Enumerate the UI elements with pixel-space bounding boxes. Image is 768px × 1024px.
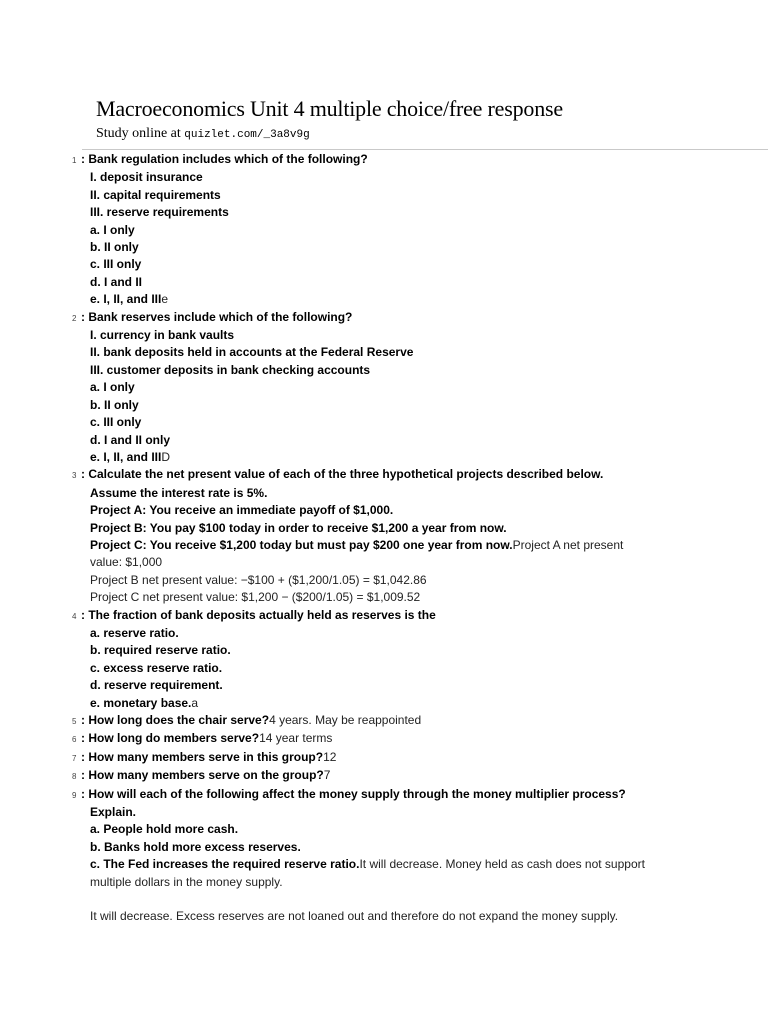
study-prefix: Study online at bbox=[96, 126, 185, 141]
question-7: 7 : How many members serve in this group?12 bbox=[72, 749, 762, 767]
option-line: a. I only bbox=[90, 380, 135, 395]
option-line: I. currency in bank vaults bbox=[90, 328, 235, 343]
option-line: I. deposit insurance bbox=[90, 170, 203, 185]
question-line: a. People hold more cash. bbox=[90, 822, 239, 837]
question-prompt: Bank reserves include which of the following? bbox=[88, 309, 353, 324]
option-line: a. I only bbox=[90, 222, 135, 237]
option-line: c. III only bbox=[90, 415, 142, 430]
question-line: b. Banks hold more excess reserves. bbox=[90, 839, 301, 854]
question-line: Project C: You receive $1,200 today but must pay $200 one year from now. bbox=[90, 537, 513, 552]
study-url[interactable]: quizlet.com/_3a8v9g bbox=[184, 129, 310, 141]
option-line: b. required reserve ratio. bbox=[90, 643, 231, 658]
option-line: e. I, II, and III bbox=[90, 449, 162, 464]
answer-line: multiple dollars in the money supply. bbox=[90, 874, 283, 889]
option-line: d. I and II only bbox=[90, 432, 171, 447]
answer-text: a bbox=[191, 695, 199, 710]
question-3: 3 : Calculate the net present value of each of the three hypothetical projects described below. Assume the interest rate is 5%. Project A: You receive an immediate payoff of $1,000. Project B: You pay $100 today in order to receive $1,200 a year from now. Project C: You receive $1,200 today but must pay $200 one year from now.Project A net present value: $1,000 Project B net present value: −$100 + ($1,200/1.05) = $1,042.86 Project C net present value: $1,200 − ($200/1.05) = $1,009.52 bbox=[72, 466, 762, 606]
document-header bbox=[96, 95, 563, 144]
question-4: 4 : The fraction of bank deposits actually held as reserves is the a. reserve ratio. b. required reserve ratio. c. excess reserve ratio. d. reserve requirement. e. monetary base.a bbox=[72, 607, 436, 710]
question-number: 5 bbox=[72, 717, 77, 726]
option-line: d. I and II bbox=[90, 274, 143, 289]
option-line: III. customer deposits in bank checking accounts bbox=[90, 362, 371, 377]
answer-text: 14 year terms bbox=[259, 731, 333, 746]
question-line: Assume the interest rate is 5%. bbox=[90, 485, 268, 500]
option-line: c. III only bbox=[90, 257, 142, 272]
question-prompt: How long do members serve? bbox=[88, 731, 260, 746]
question-line: Project A: You receive an immediate payoff of $1,000. bbox=[90, 503, 394, 518]
question-prompt: How long does the chair serve? bbox=[88, 713, 270, 727]
option-line: d. reserve requirement. bbox=[90, 678, 223, 693]
option-line: III. reserve requirements bbox=[90, 205, 229, 220]
question-number: 2 bbox=[72, 313, 77, 323]
option-line: II. bank deposits held in accounts at the Federal Reserve bbox=[90, 345, 414, 360]
question-number: 7 bbox=[72, 753, 77, 763]
answer-line: Project C net present value: $1,200 − ($200/1.05) = $1,009.52 bbox=[90, 590, 421, 605]
blank-line bbox=[72, 891, 762, 908]
question-number: 3 bbox=[72, 471, 77, 481]
question-number: 9 bbox=[72, 790, 77, 800]
answer-line: Project B net present value: −$100 + ($1,200/1.05) = $1,042.86 bbox=[90, 572, 427, 587]
question-line: c. The Fed increases the required reserve ratio. bbox=[90, 857, 360, 872]
question-number: 1 bbox=[72, 156, 77, 165]
answer-text: 12 bbox=[323, 749, 337, 764]
option-line: b. II only bbox=[90, 240, 139, 255]
option-line: II. capital requirements bbox=[90, 187, 221, 202]
question-1: 1 : Bank regulation includes which of the following? I. deposit insurance II. capital requirements III. reserve requirements a. I only b. II only c. III only d. I and II e. I, II, and IIIe bbox=[72, 152, 368, 307]
question-prompt: How many members serve on the group? bbox=[88, 768, 324, 783]
answer-text: 7 bbox=[323, 768, 331, 783]
answer-text: e bbox=[161, 292, 169, 307]
option-line: e. I, II, and III bbox=[90, 292, 162, 307]
question-prompt: How many members serve in this group? bbox=[88, 749, 324, 764]
question-line: Explain. bbox=[90, 805, 137, 820]
header-divider bbox=[82, 149, 768, 150]
option-line: c. excess reserve ratio. bbox=[90, 660, 223, 675]
question-line: Project B: You pay $100 today in order to receive $1,200 a year from now. bbox=[90, 520, 507, 535]
question-5: 5 : How long does the chair serve?4 years. May be reappointed bbox=[72, 712, 762, 730]
answer-text: 4 years. May be reappointed bbox=[269, 713, 422, 727]
answer-text: D bbox=[161, 449, 171, 464]
question-prompt: The fraction of bank deposits actually held as reserves is the bbox=[88, 607, 436, 622]
option-line: e. monetary base. bbox=[90, 695, 192, 710]
study-online-line bbox=[96, 125, 563, 144]
question-prompt: Bank regulation includes which of the following? bbox=[88, 152, 368, 166]
question-prompt: Calculate the net present value of each of the three hypothetical projects described below. bbox=[88, 467, 604, 482]
question-9: 9 : How will each of the following affect the money supply through the money multiplier process? Explain. a. People hold more cash. b. Banks hold more excess reserves. c. The Fed increases the required reserve ratio.It will decrease. Money held as cash does not support multiple dollars in the money supply. It will decrease. Excess reserves are not loaned out and therefore do not expand the money supply. bbox=[72, 786, 762, 926]
question-number: 8 bbox=[72, 772, 77, 782]
question-number: 6 bbox=[72, 735, 77, 745]
question-8: 8 : How many members serve on the group?7 bbox=[72, 767, 762, 785]
option-line: b. II only bbox=[90, 397, 139, 412]
option-line: a. reserve ratio. bbox=[90, 625, 179, 640]
question-2: 2 : Bank reserves include which of the following? I. currency in bank vaults II. bank deposits held in accounts at the Federal Reserve III. customer deposits in bank checking accounts a. I only b. II only c. III only d. I and II only e. I, II, and IIID bbox=[72, 309, 414, 464]
page-title: Macroeconomics Unit 4 multiple choice/free response bbox=[96, 96, 563, 121]
answer-text: Project A net present bbox=[512, 537, 624, 552]
question-prompt: How will each of the following affect the money supply through the money multiplier process? bbox=[88, 786, 626, 801]
answer-text: It will decrease. Money held as cash does not support bbox=[359, 857, 645, 872]
question-6: 6 : How long do members serve?14 year terms bbox=[72, 730, 762, 748]
answer-line: value: $1,000 bbox=[90, 555, 163, 570]
flashcard-list bbox=[72, 151, 762, 926]
answer-line: It will decrease. Excess reserves are not loaned out and therefore do not expand the money supply. bbox=[90, 909, 619, 924]
question-number: 4 bbox=[72, 611, 77, 621]
